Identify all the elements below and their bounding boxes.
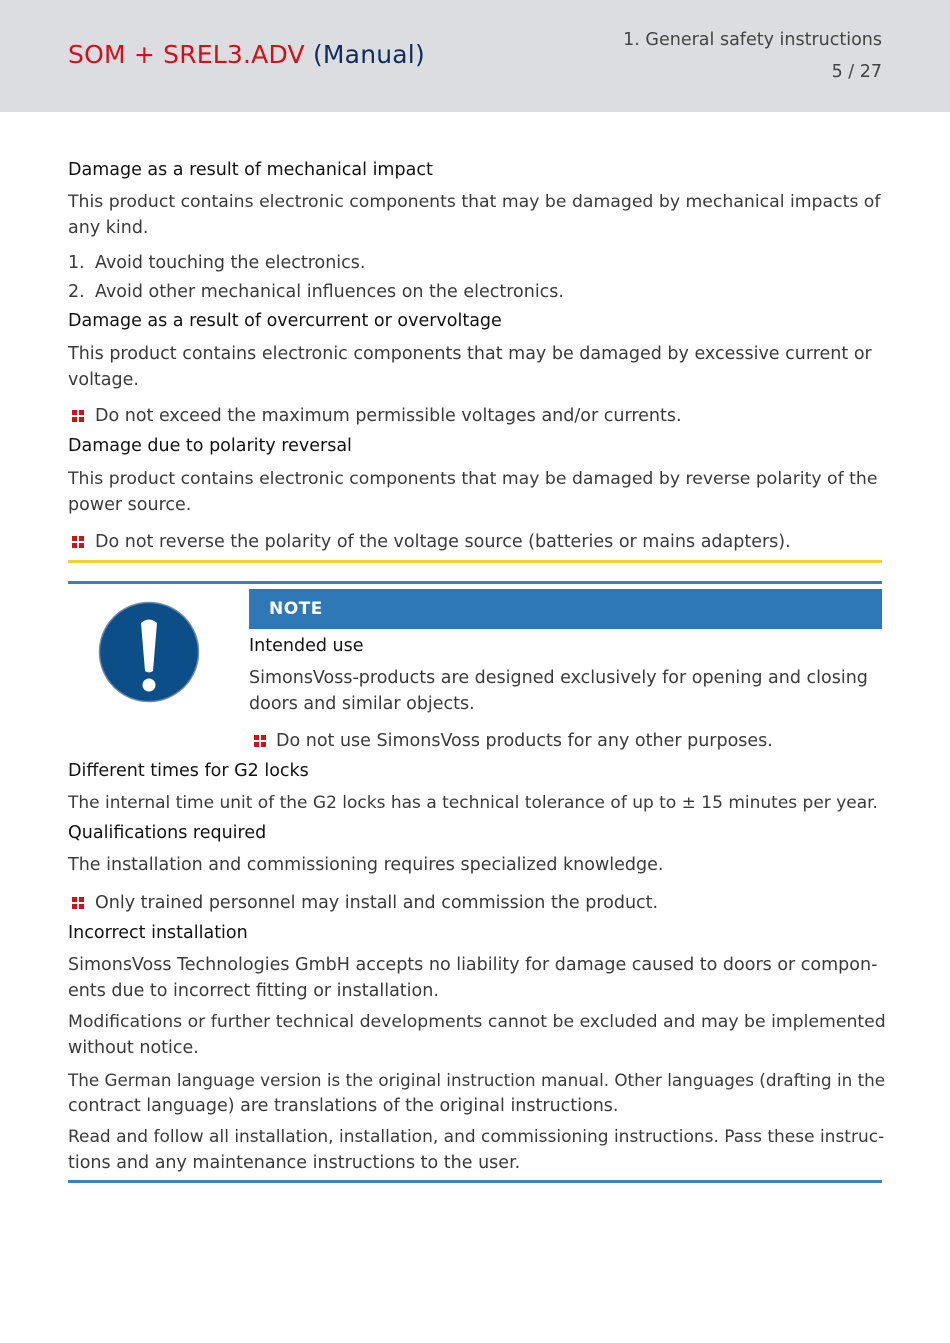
paragraph-line: contract language) are translations of the original instructions. [68,1095,619,1116]
page-number: 5 / 27 [831,62,882,82]
paragraph-line: power source. [68,494,192,515]
bullet-item-polarity: Do not reverse the polarity of the voltage source (batteries or mains adapters). [95,532,791,552]
page-header [0,0,950,112]
list-item-text: Avoid touching the electronics. [95,253,366,273]
chapter-title: 1. General safety instructions [623,30,882,50]
paragraph-intended-use [249,666,889,717]
note-top-rule [68,581,882,584]
list-item-text: Avoid other mechanical influences on the electronics. [95,282,564,302]
paragraph-line: doors and similar objects. [249,693,475,714]
document-title [68,40,425,69]
paragraph-line: Modifications or further technical developments cannot be excluded and may be implemented [68,1012,886,1032]
red-bullet-icon [72,410,84,422]
note-label: NOTE [269,599,323,619]
red-bullet-icon [72,536,84,548]
paragraph-line: voltage. [68,369,139,390]
paragraph-overcurrent [68,342,888,393]
heading-incorrect-installation: Incorrect installation [68,923,248,943]
paragraph-line: without notice. [68,1037,199,1058]
bullet-item-overcurrent: Do not exceed the maximum permissible voltages and/or currents. [95,406,682,426]
heading-polarity-reversal: Damage due to polarity reversal [68,436,352,456]
heading-intended-use: Intended use [249,636,364,656]
section-bottom-rule [68,1180,882,1183]
section-divider-yellow [68,560,882,563]
paragraph-mechanical-impact [68,190,888,241]
heading-qualifications: Qualifications required [68,823,267,843]
paragraph-line: tions and any maintenance instructions to the user. [68,1152,521,1173]
paragraph-qualifications: The installation and commissioning requires specialized knowledge. [68,855,664,875]
paragraph-line: This product contains electronic components that may be damaged by reverse polarity of the [68,469,878,489]
paragraph-language-version [68,1068,888,1119]
document-title-product: SOM + SREL3.ADV [68,40,305,69]
paragraph-line: SimonsVoss Technologies GmbH accepts no liability for damage caused to doors or compon- [68,955,878,975]
heading-overcurrent: Damage as a result of overcurrent or overvoltage [68,311,502,331]
paragraph-line: This product contains electronic components that may be damaged by excessive current or [68,344,872,364]
paragraph-line: This product contains electronic components that may be damaged by mechanical impacts of [68,192,881,212]
list-item-number: 2. [68,282,85,302]
paragraph-liability [68,953,888,1004]
list-item-number: 1. [68,253,85,273]
paragraph-modifications [68,1010,888,1061]
paragraph-line: SimonsVoss-products are designed exclusively for opening and closing [249,668,868,688]
exclamation-icon [98,601,200,703]
red-bullet-icon [254,735,266,747]
paragraph-follow-instructions [68,1125,888,1176]
bullet-item-intended-use: Do not use SimonsVoss products for any other purposes. [276,731,773,751]
paragraph-line: any kind. [68,217,149,238]
bullet-item-qualifications: Only trained personnel may install and commission the product. [95,893,659,913]
paragraph-line: ents due to incorrect fitting or installation. [68,980,439,1001]
note-header-bar [249,589,882,629]
heading-g2-locks: Different times for G2 locks [68,761,309,781]
paragraph-line: Read and follow all installation, installation, and commissioning instructions. Pass these instruc- [68,1127,885,1147]
paragraph-g2-locks: The internal time unit of the G2 locks has a technical tolerance of up to ± 15 minutes per year. [68,793,878,813]
document-title-suffix: (Manual) [312,40,425,69]
heading-mechanical-impact: Damage as a result of mechanical impact [68,160,433,180]
paragraph-polarity [68,467,888,518]
paragraph-line: The German language version is the original instruction manual. Other languages (drafting in the [68,1070,886,1090]
red-bullet-icon [72,897,84,909]
